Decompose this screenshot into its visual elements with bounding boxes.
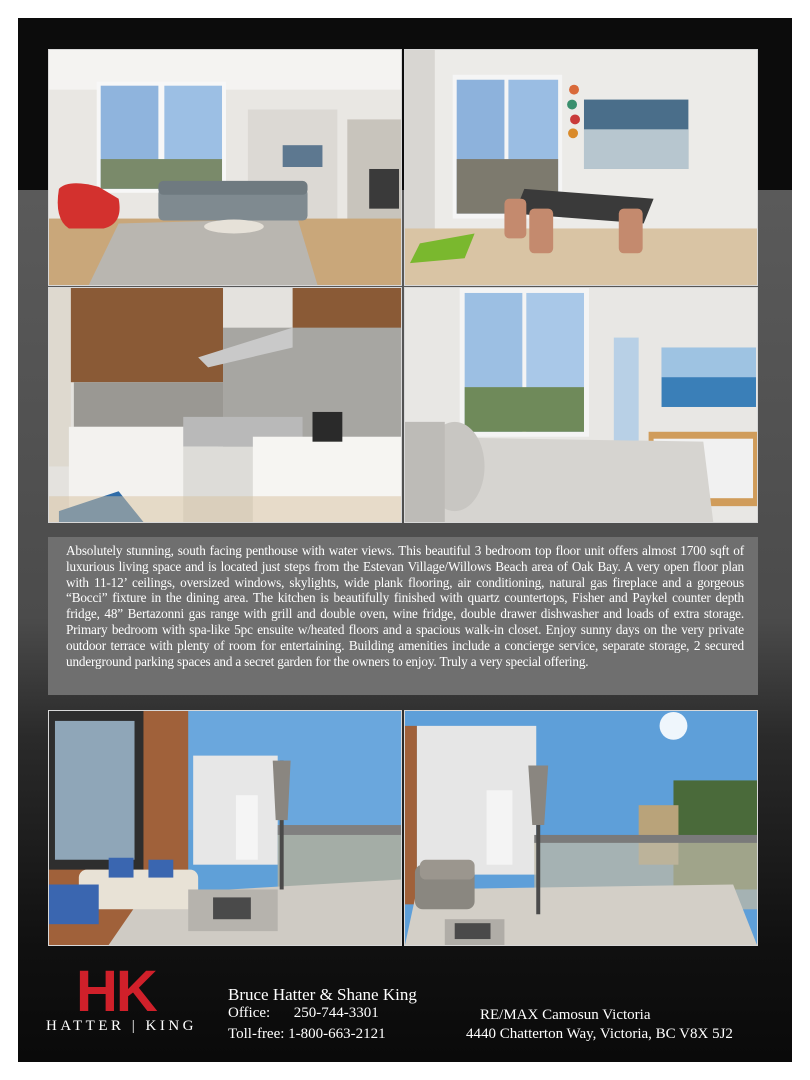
- brokerage-address: 4440 Chatterton Way, Victoria, BC V8X 5J2: [466, 1026, 733, 1042]
- logo-mark: HK: [76, 959, 156, 1024]
- hatter-king-logo: [44, 959, 204, 1042]
- terrace-photo-right: [404, 710, 758, 946]
- logo-name: HATTER | KING: [46, 1018, 197, 1034]
- terrace-photo-left: [48, 710, 402, 946]
- office-label: Office:: [228, 1005, 271, 1021]
- tollfree-label: Toll-free:: [228, 1026, 285, 1042]
- tollfree-line: [228, 1026, 386, 1043]
- property-description: [48, 537, 758, 695]
- office-phone[interactable]: 250-744-3301: [293, 1005, 379, 1021]
- kitchen-photo: [48, 287, 402, 523]
- tollfree-phone[interactable]: 1-800-663-2121: [288, 1026, 386, 1042]
- living-room-photo: [48, 49, 402, 286]
- description-text: Absolutely stunning, south facing penthouse with water views. This beautiful 3 bedroom top floor unit offers almost 1700 sqft of luxurious living space and is located just steps from the Estevan Village/Willows Beach area of Oak Bay. A very open floor plan with 11-12’ ceilings, oversized windows, skylights, wide plank flooring, air conditioning, natural gas fireplace and a gorgeous “Bocci” fixture in the dining area. The kitchen is beautifully finished with quartz countertops, Fisher and Paykel counter depth fridge, 48” Bertazonni gas range with grill and double oven, wine fridge, double drawer dishwasher and loads of extra storage. Primary bedroom with spa-like 5pc ensuite w/heated floors and a spacious walk-in closet. Enjoy sunny days on the very private outdoor terrace with plenty of room for entertaining. Building amenities include a concierge service, separate storage, 2 secured underground parking spaces and a secret garden for the owners to enjoy. Truly a very special offering.: [66, 543, 744, 669]
- dining-room-photo: [404, 49, 758, 286]
- brokerage-name: RE/MAX Camosun Victoria: [480, 1007, 651, 1023]
- agent-names: Bruce Hatter & Shane King: [228, 985, 417, 1004]
- bedroom-photo: [404, 287, 758, 523]
- office-line: [228, 1005, 379, 1022]
